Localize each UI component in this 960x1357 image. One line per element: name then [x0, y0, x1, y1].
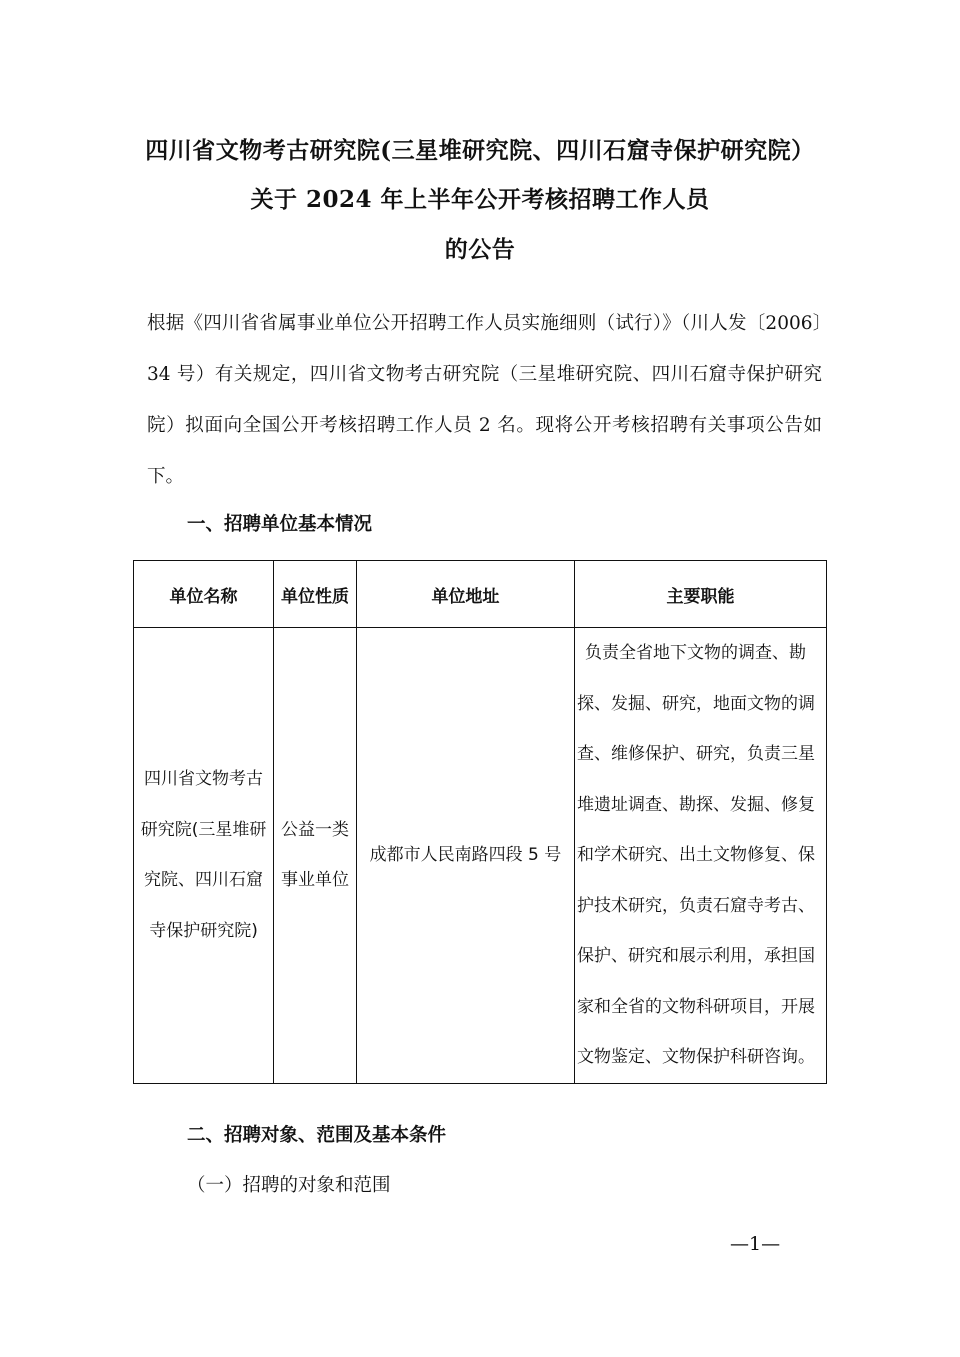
section-heading-1: 一、招聘单位基本情况	[187, 514, 373, 535]
cell-unit-name: 四川省文物考古研究院(三星堆研究院、四川石窟寺保护研究院)	[134, 628, 274, 1084]
page-number: —1—	[730, 1233, 781, 1255]
unit-info-table	[133, 560, 827, 1084]
header-unit-name: 单位名称	[134, 561, 274, 628]
cell-unit-nature: 公益一类事业单位	[274, 628, 357, 1084]
intro-paragraph	[147, 298, 822, 502]
header-main-duty: 主要职能	[575, 561, 827, 628]
title-line-3: 的公告	[444, 236, 516, 263]
header-unit-nature: 单位性质	[274, 561, 357, 628]
cell-main-duty	[575, 628, 827, 1084]
title-line-1: 四川省文物考古研究院(三星堆研究院、四川石窟寺保护研究院）	[145, 137, 815, 164]
header-unit-address: 单位地址	[356, 561, 574, 628]
subsection-heading-1: （一）招聘的对象和范围	[187, 1175, 391, 1196]
duty-text: 负责全省地下文物的调查、勘探、发掘、研究，地面文物的调查、维修保护、研究，负责三星堆遗址调查、勘探、发掘、修复和学术研究、出土文物修复、保护技术研究，负责石窟寺考古、保护、研究和展示利用，承担国家和全省的文物科研项目，开展文物鉴定、文物保护科研咨询。	[577, 643, 816, 1067]
section-heading-2: 二、招聘对象、范围及基本条件	[187, 1125, 447, 1146]
table-row	[134, 628, 827, 1084]
table-header-row	[134, 561, 827, 628]
intro-text: 根据《四川省省属事业单位公开招聘工作人员实施细则（试行）》（川人发〔2006〕34 号）有关规定，四川省文物考古研究院（三星堆研究院、四川石窟寺保护研究院）拟面向全国公开考核招聘工作人员 2 名。现将公开考核招聘有关事项公告如下。	[147, 313, 822, 487]
cell-unit-address: 成都市人民南路四段 5 号	[356, 628, 574, 1084]
title-line-2: 关于 2024 年上半年公开考核招聘工作人员	[250, 186, 710, 213]
